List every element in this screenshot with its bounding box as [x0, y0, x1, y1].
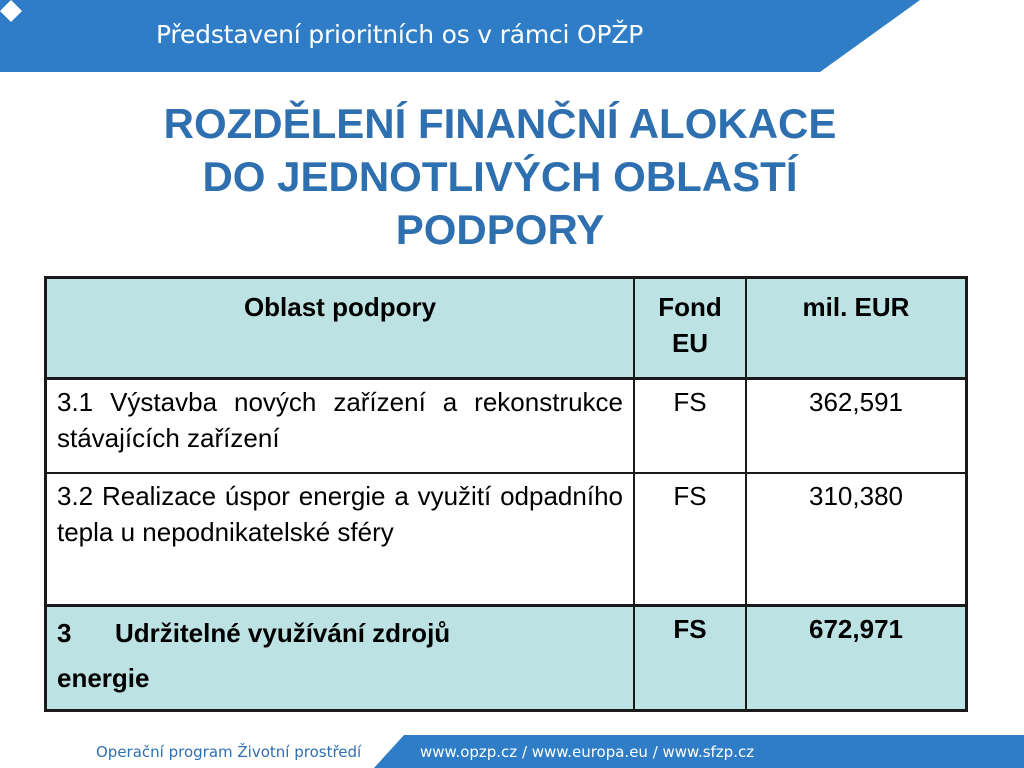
footer: [0, 735, 1024, 768]
cell-eur: 362,591: [746, 379, 967, 474]
cell-total-fund: FS: [634, 606, 746, 711]
diamond-icon: [0, 0, 22, 22]
table-row: [46, 473, 967, 606]
cell-total-area: [46, 606, 635, 711]
header-title: Představení prioritních os v rámci OPŽP: [156, 20, 644, 49]
table-row: [46, 379, 967, 474]
slide-title: [60, 97, 940, 256]
total-number: 3: [57, 618, 72, 648]
column-header-eur: mil. EUR: [746, 278, 967, 379]
cell-fund: FS: [634, 379, 746, 474]
slide-title-line-3: PODPORY: [395, 206, 605, 253]
cell-fund: FS: [634, 473, 746, 606]
header-band: [0, 0, 1024, 72]
cell-area: 3.1 Výstavba nových zařízení a rekonstrukce stávajících zařízení: [46, 379, 635, 474]
cell-total-eur: 672,971: [746, 606, 967, 711]
table-total-row: [46, 606, 967, 711]
cell-area: 3.2 Realizace úspor energie a využití odpadního tepla u nepodnikatelské sféry: [46, 473, 635, 606]
column-header-fund-line-2: EU: [671, 328, 709, 358]
allocation-table: [44, 276, 968, 712]
column-header-fund: [634, 278, 746, 379]
table-header-row: [46, 278, 967, 379]
column-header-fund-line-1: Fond: [658, 292, 722, 322]
slide-title-line-1: ROZDĚLENÍ FINANČNÍ ALOKACE: [163, 100, 837, 147]
footer-program-name: Operační program Životní prostředí: [96, 743, 362, 761]
total-area-line-1: [57, 611, 623, 656]
footer-links: www.opzp.cz / www.europa.eu / www.sfzp.cz: [420, 743, 755, 761]
slide-title-line-2: DO JEDNOTLIVÝCH OBLASTÍ: [202, 153, 798, 200]
total-area-text: Udržitelné využívání zdrojů: [115, 618, 451, 648]
column-header-area: Oblast podpory: [46, 278, 635, 379]
cell-eur: 310,380: [746, 473, 967, 606]
total-area-line-2: energie: [57, 663, 150, 693]
